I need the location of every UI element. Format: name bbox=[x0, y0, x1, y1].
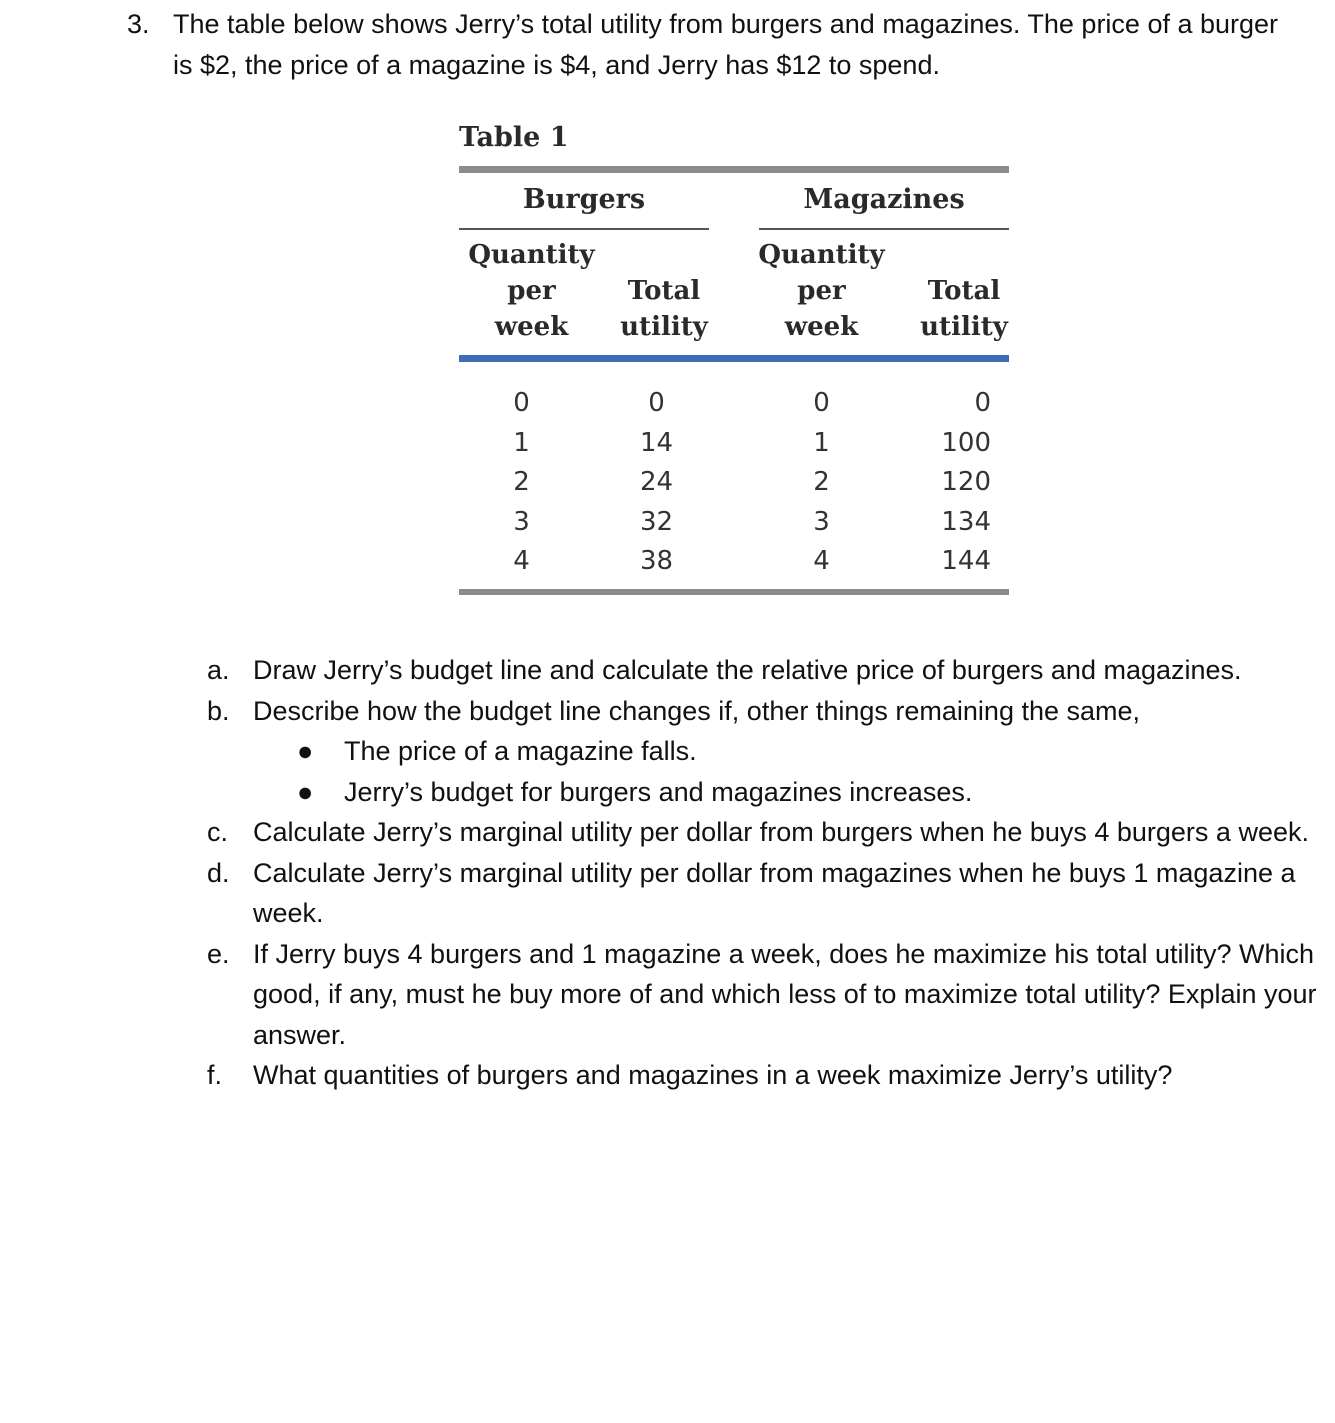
table-cell: 0 bbox=[813, 388, 830, 418]
table-cell: 1 bbox=[813, 427, 830, 458]
table-header-rule bbox=[459, 355, 1009, 362]
question-part-b bbox=[207, 691, 1317, 732]
group-label-burgers: Burgers bbox=[522, 184, 646, 215]
table-cell: 0 bbox=[974, 388, 991, 418]
table-cell: 38 bbox=[639, 546, 674, 576]
table-bottom-rule bbox=[459, 589, 1009, 595]
part-text: Draw Jerry’s budget line and calculate the relative price of burgers and magazines. bbox=[253, 655, 1242, 685]
table-cell: 144 bbox=[941, 546, 991, 576]
col-head-magazine-qty: Quantity per week bbox=[758, 240, 885, 342]
part-letter: e. bbox=[207, 938, 230, 969]
table-cell: 32 bbox=[639, 506, 674, 537]
table-cell: 0 bbox=[513, 388, 530, 418]
table-cell: 24 bbox=[639, 467, 674, 497]
table-cell: 2 bbox=[813, 467, 830, 497]
table-cell: 3 bbox=[513, 506, 530, 537]
col-head-burger-utility: Total utility bbox=[620, 276, 708, 342]
question-part-e bbox=[207, 934, 1317, 1056]
table-cell: 0 bbox=[648, 388, 665, 418]
part-text: If Jerry buys 4 burgers and 1 magazine a week, does he maximize his total utility? Which good, if any, must he buy more of and which less of to maximize total utility? Explain your answer. bbox=[253, 938, 1317, 1050]
part-letter: c. bbox=[207, 817, 229, 847]
part-text: What quantities of burgers and magazines in a week maximize Jerry’s utility? bbox=[253, 1060, 1173, 1090]
question-part-f bbox=[207, 1055, 1317, 1096]
question-parts bbox=[207, 650, 1317, 1096]
part-b-bullets bbox=[207, 731, 1317, 812]
group-rule-magazines bbox=[759, 228, 1009, 230]
burger-quantity-column bbox=[499, 384, 544, 582]
table-cell: 2 bbox=[513, 467, 530, 497]
bullet-item bbox=[207, 731, 1317, 772]
part-text: Calculate Jerry’s marginal utility per dollar from magazines when he buys 1 magazine a week. bbox=[253, 857, 1296, 928]
table-top-rule bbox=[459, 166, 1009, 173]
question-part-d bbox=[207, 853, 1317, 934]
table-cell: 120 bbox=[941, 467, 991, 497]
question-number: 3. bbox=[127, 9, 150, 39]
burger-utility-column bbox=[624, 384, 689, 582]
col-head-burger-qty: Quantity per week bbox=[468, 240, 595, 342]
group-rule-burgers bbox=[459, 228, 709, 230]
part-text: Calculate Jerry’s marginal utility per dollar from burgers when he buys 4 burgers a week. bbox=[253, 817, 1309, 847]
bullet-text: Jerry’s budget for burgers and magazines increases. bbox=[344, 776, 973, 807]
col-head-magazine-utility: Total utility bbox=[920, 276, 1008, 342]
group-label-magazines: Magazines bbox=[803, 184, 965, 215]
table-cell: 4 bbox=[513, 546, 530, 576]
table-title: Table 1 bbox=[459, 122, 569, 153]
bullet-text: The price of a magazine falls. bbox=[344, 736, 697, 766]
question-text: The table below shows Jerry’s total utility from burgers and magazines. The price of a burger is $2, the price of a magazine is $4, and Jerry has $12 to spend. bbox=[173, 9, 1279, 80]
table-cell: 134 bbox=[941, 506, 991, 537]
table-cell: 3 bbox=[813, 506, 830, 537]
part-letter: a. bbox=[207, 655, 230, 685]
bullet-item bbox=[207, 772, 1317, 813]
part-text: Describe how the budget line changes if, other things remaining the same, bbox=[253, 695, 1141, 726]
bullet-icon: ● bbox=[297, 736, 314, 766]
question-part-a bbox=[207, 650, 1317, 691]
part-letter: b. bbox=[207, 695, 230, 726]
part-letter: f. bbox=[207, 1060, 223, 1090]
utility-table bbox=[459, 122, 1009, 602]
bullet-icon: ● bbox=[297, 776, 314, 807]
part-letter: d. bbox=[207, 857, 230, 888]
table-cell: 1 bbox=[513, 427, 530, 458]
question-part-c bbox=[207, 812, 1317, 853]
table-cell: 100 bbox=[941, 427, 991, 458]
magazine-utility-column bbox=[921, 384, 991, 582]
magazine-quantity-column bbox=[799, 384, 844, 582]
table-cell: 14 bbox=[639, 427, 674, 458]
table-cell: 4 bbox=[813, 546, 830, 576]
